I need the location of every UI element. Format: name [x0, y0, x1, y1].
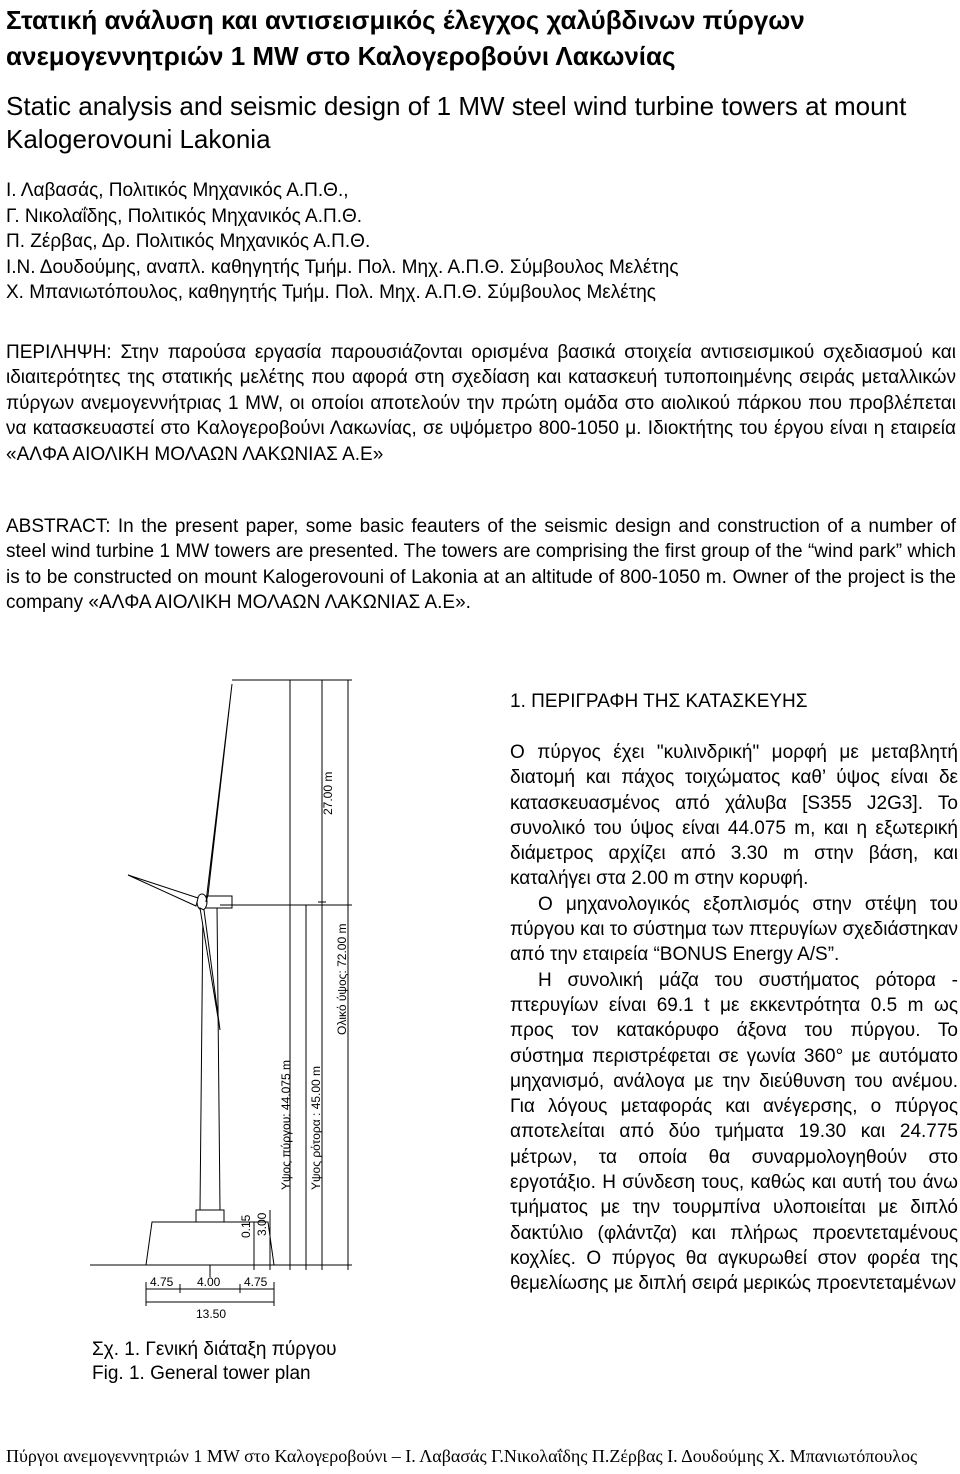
tower-drawing	[60, 670, 500, 1360]
author-list	[6, 178, 946, 306]
tower-figure	[60, 670, 500, 1360]
body-paragraph: Ο πύργος έχει "κυλινδρική" μορφή με μεταβλητή διατομή και πάχος τοιχώματος καθ’ ύψος είναι δε κατασκευασμένος από χάλυβα [S355 J2G3]. Το συνολικό του ύψος είναι 44.075 m, και η εξωτερική διάμετρος αρχίζει από 3.30 m στην βάση, και καταλήγει στα 2.00 m στην κορυφή.	[510, 742, 958, 890]
dim-3-00: 3.00	[255, 1212, 269, 1236]
abstract-greek: ΠΕΡΙΛΗΨΗ: Στην παρούσα εργασία παρουσιάζονται ορισμένα βασικά στοιχεία αντισεισμικού σχεδιασμού και ιδιαιτερότητες της στατικής μελέτης που αφορά στη σχεδίαση και κατασκευή τυποποιημένης σειράς μεταλλικών πύργων ανεμογεννήτριας 1 MW, οι οποίοι αποτελούν την πρώτη ομάδα στο αιολικού πάρκου που προβλέπεται να κατασκευαστεί στο Καλογεροβούνι Λακωνίας, σε υψόμετρο 800-1050 μ. Ιδιοκτήτης του έργου είναι η εταιρεία «ΑΛΦΑ ΑΙΟΛΙΚΗ ΜΟΛΑΩΝ ΛΑΚΩΝΙΑΣ Α.Ε»	[6, 342, 956, 465]
author-line: Γ. Νικολαΐδης, Πολιτικός Μηχανικός Α.Π.Θ.	[6, 205, 363, 227]
dim-27m: 27.00 m	[321, 771, 335, 815]
dim-total-height: Ολικό ύψος: 72.00 m	[335, 923, 349, 1035]
title-greek: Στατική ανάλυση και αντισεισμικός έλεγχος χαλύβδινων πύργων ανεμογεννητριών 1 MW στο Καλογεροβούνι Λακωνίας	[6, 5, 805, 71]
abstract-english: ABSTRACT: In the present paper, some basic feauters of the seismic design and construction of a number of steel wind turbine 1 MW towers are presented. The towers are comprising the first group of the “wind park” which is to be constructed on mount Kalogerovouni of Lakonia at an altitude of 800-1050 m. Owner of the project is the company «ΑΛΦΑ ΑΙΟΛΙΚΗ ΜΟΛΑΩΝ ΛΑΚΩΝΙΑΣ Α.Ε».	[6, 516, 956, 614]
dim-base-right: 4.75	[244, 1275, 268, 1289]
dim-rotor-height: Υψος ρότορα : 45.00 m	[309, 1065, 323, 1190]
body-paragraph: Η συνολική μάζα του συστήματος ρότορα - πτερυγίων είναι 69.1 t με εκκεντρότητα 0.5 m ως προς τον κατακόρυφο άξονα του πύργου. Το σύστημα περιστρέφεται σε γωνία 360° με αυτόματο μηχανισμό, ανάλογα με την διεύθυνση του ανέμου. Για λόγους μεταφοράς και ανέγερσης, ο πύργος αποτελείται από δύο τμήματα 19.30 και 24.775 μέτρων, τα οποία θα συναρμολογηθούν στο εργοτάξιο. Η σύνδεση τους, καθώς και αυτή του άνω τμήματος με την τουρμπίνα υλοποιείται με διπλό δακτύλιο (φλάντζα) και πλήρως προεντεταμένους κοχλίες. Ο πύργος θα αγκυρωθεί στον φορέα της θεμελίωσης με διπλή σειρά μερικώς προεντεταμένων	[510, 969, 958, 1295]
dim-base-left: 4.75	[150, 1275, 174, 1289]
figure-caption	[92, 1338, 337, 1386]
body-paragraph: Ο μηχανολογικός εξοπλισμός στην στέψη του πύργου και το σύστημα των πτερυγίων σχεδιάστηκαν από την εταιρεία “BONUS Energy A/S”.	[510, 893, 958, 966]
dim-base-mid: 4.00	[197, 1275, 221, 1289]
figure-caption-greek: Σχ. 1. Γενική διάταξη πύργου	[92, 1339, 337, 1360]
title-english: Static analysis and seismic design of 1 MW steel wind turbine towers at mount Kalogerovouni Lakonia	[6, 91, 907, 154]
author-line: Π. Ζέρβας, Δρ. Πολιτικός Μηχανικός Α.Π.Θ.	[6, 231, 371, 252]
author-line: Χ. Μπανιωτόπουλος, καθηγητής Τμήμ. Πολ. Μηχ. Α.Π.Θ. Σύμβουλος Μελέτης	[6, 282, 656, 303]
author-line: Ι. Λαβασάς, Πολιτικός Μηχανικός Α.Π.Θ.,	[6, 180, 349, 201]
dim-0-15: 0.15	[239, 1214, 253, 1238]
figure-caption-english: Fig. 1. General tower plan	[92, 1363, 311, 1384]
section-body	[510, 740, 958, 1297]
page-footer: Πύργοι ανεμογεννητριών 1 MW στο Καλογεροβούνι – Ι. Λαβασάς Γ.Νικολαΐδης Π.Ζέρβας Ι. Δουδούμης Χ. Μπανιωτόπουλος	[6, 1446, 918, 1466]
section-heading: 1. ΠΕΡΙΓΡΑΦΗ ΤΗΣ ΚΑΤΑΣΚΕΥΗΣ	[510, 691, 808, 712]
dim-tower-height: Υψος πύργου: 44.075 m	[279, 1060, 293, 1190]
author-line: Ι.Ν. Δουδούμης, αναπλ. καθηγητής Τμήμ. Πολ. Μηχ. Α.Π.Θ. Σύμβουλος Μελέτης	[6, 256, 679, 278]
dim-base-total: 13.50	[196, 1307, 227, 1321]
